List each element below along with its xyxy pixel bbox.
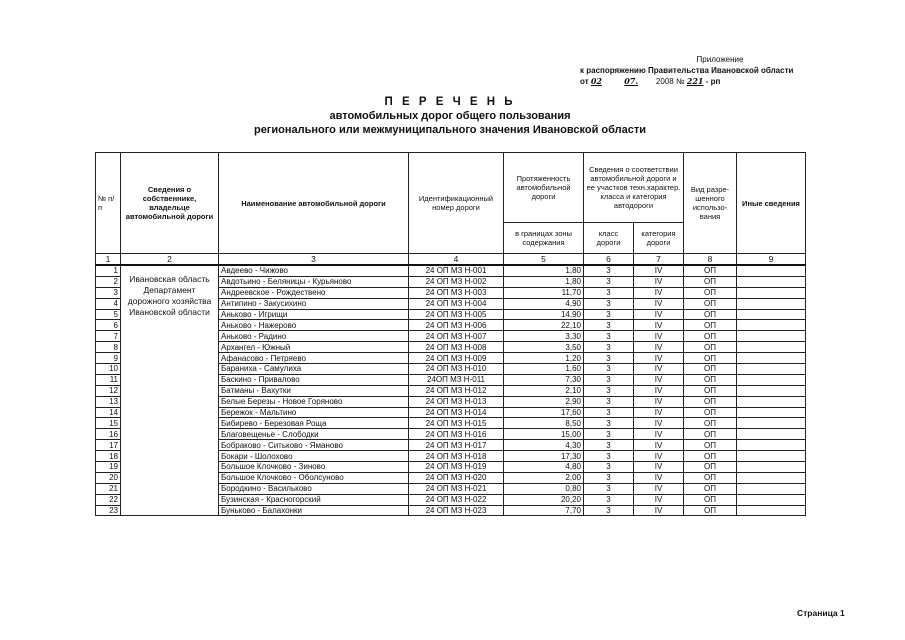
road-length: 15,00: [504, 429, 584, 440]
permitted-use: ОП: [684, 276, 737, 287]
road-class: 3: [584, 374, 634, 385]
road-id: 24 ОП МЗ Н-001: [409, 265, 504, 276]
road-id: 24 ОП МЗ Н-014: [409, 407, 504, 418]
road-id: 24 ОП МЗ Н-023: [409, 505, 504, 516]
road-name: Авдотьино - Беляницы - Курьяново: [219, 276, 409, 287]
header-other-info: Иные сведения: [737, 153, 806, 254]
road-id: 24 ОП МЗ Н-021: [409, 483, 504, 494]
permitted-use: ОП: [684, 429, 737, 440]
colnum-1: 1: [96, 254, 121, 266]
appendix-order-line: к распоряжению Правительства Ивановской области: [580, 66, 794, 75]
road-name: Большое Клочково - Зиново: [219, 462, 409, 473]
other-info: [737, 309, 806, 320]
road-name: Баскино - Привалово: [219, 374, 409, 385]
other-info: [737, 407, 806, 418]
road-category: IV: [634, 407, 684, 418]
other-info: [737, 494, 806, 505]
row-number: 13: [96, 396, 121, 407]
road-length: 7,30: [504, 374, 584, 385]
other-info: [737, 353, 806, 364]
road-name: Антипино - Закусихино: [219, 298, 409, 309]
road-id: 24ОП МЗ Н-011: [409, 374, 504, 385]
road-name: Батманы - Вахутки: [219, 385, 409, 396]
road-name: Бибирево - Березовая Роща: [219, 418, 409, 429]
page-number: Страница 1: [797, 608, 845, 618]
other-info: [737, 331, 806, 342]
road-id: 24 ОП МЗ Н-012: [409, 385, 504, 396]
other-info: [737, 320, 806, 331]
header-number: № п/п: [96, 153, 121, 254]
road-id: 24 ОП МЗ Н-018: [409, 451, 504, 462]
order-suffix: - рп: [705, 77, 721, 86]
other-info: [737, 265, 806, 276]
road-length: 1,80: [504, 265, 584, 276]
road-name: Архангел - Южный: [219, 342, 409, 353]
colnum-8: 8: [684, 254, 737, 266]
roads-table: [95, 152, 806, 516]
other-info: [737, 287, 806, 298]
appendix-header: [580, 54, 800, 87]
permitted-use: ОП: [684, 396, 737, 407]
header-permitted-use: Вид разре-шенного использо-вания: [684, 153, 737, 254]
road-category: IV: [634, 353, 684, 364]
road-length: 3,30: [504, 331, 584, 342]
column-numbers-row: [96, 254, 806, 266]
road-category: IV: [634, 494, 684, 505]
other-info: [737, 298, 806, 309]
road-class: 3: [584, 331, 634, 342]
road-length: 17,60: [504, 407, 584, 418]
road-class: 3: [584, 505, 634, 516]
road-length: 8,50: [504, 418, 584, 429]
road-category: IV: [634, 462, 684, 473]
row-number: 12: [96, 385, 121, 396]
row-number: 5: [96, 309, 121, 320]
other-info: [737, 364, 806, 375]
road-length: 14,90: [504, 309, 584, 320]
permitted-use: ОП: [684, 364, 737, 375]
road-category: IV: [634, 396, 684, 407]
permitted-use: ОП: [684, 320, 737, 331]
row-number: 14: [96, 407, 121, 418]
other-info: [737, 396, 806, 407]
road-name: Андреевское - Рождествено: [219, 287, 409, 298]
header-road-category: категория дороги: [634, 223, 684, 254]
road-name: Буньково - Балахонки: [219, 505, 409, 516]
handwritten-month: 07.: [624, 76, 639, 86]
road-length: 2,90: [504, 396, 584, 407]
table-row: [96, 265, 806, 276]
road-class: 3: [584, 483, 634, 494]
row-number: 9: [96, 353, 121, 364]
road-class: 3: [584, 440, 634, 451]
permitted-use: ОП: [684, 472, 737, 483]
other-info: [737, 483, 806, 494]
road-class: 3: [584, 396, 634, 407]
header-road-id: Идентификационный номер дороги: [409, 153, 504, 254]
permitted-use: ОП: [684, 265, 737, 276]
road-class: 3: [584, 287, 634, 298]
road-category: IV: [634, 320, 684, 331]
road-name: Бузинская - Красногорский: [219, 494, 409, 505]
date-prefix: от: [580, 77, 589, 86]
header-length-zone: в границах зоны содержания: [504, 223, 584, 254]
road-class: 3: [584, 407, 634, 418]
road-class: 3: [584, 418, 634, 429]
road-category: IV: [634, 331, 684, 342]
row-number: 15: [96, 418, 121, 429]
header-compliance: Сведения о соответствии автомобильной дороги и ее участков техн.характер. класса и категория автодороги: [584, 153, 684, 223]
road-name: Бокари - Шолохово: [219, 451, 409, 462]
permitted-use: ОП: [684, 494, 737, 505]
road-class: 3: [584, 494, 634, 505]
road-category: IV: [634, 483, 684, 494]
road-length: 4,80: [504, 462, 584, 473]
other-info: [737, 505, 806, 516]
permitted-use: ОП: [684, 342, 737, 353]
permitted-use: ОП: [684, 407, 737, 418]
road-length: 22,10: [504, 320, 584, 331]
row-number: 4: [96, 298, 121, 309]
row-number: 11: [96, 374, 121, 385]
colnum-4: 4: [409, 254, 504, 266]
row-number: 23: [96, 505, 121, 516]
permitted-use: ОП: [684, 418, 737, 429]
road-class: 3: [584, 451, 634, 462]
road-id: 24 ОП МЗ Н-006: [409, 320, 504, 331]
other-info: [737, 440, 806, 451]
title-line-2: автомобильных дорог общего пользования: [329, 110, 571, 122]
title-main: П Е Р Е Ч Е Н Ь: [384, 96, 516, 108]
road-length: 1,80: [504, 276, 584, 287]
road-id: 24 ОП МЗ Н-009: [409, 353, 504, 364]
road-class: 3: [584, 462, 634, 473]
year-text: 2008 №: [655, 77, 685, 86]
permitted-use: ОП: [684, 440, 737, 451]
road-length: 20,20: [504, 494, 584, 505]
other-info: [737, 418, 806, 429]
row-number: 20: [96, 472, 121, 483]
road-category: IV: [634, 374, 684, 385]
road-class: 3: [584, 364, 634, 375]
road-class: 3: [584, 342, 634, 353]
other-info: [737, 276, 806, 287]
row-number: 7: [96, 331, 121, 342]
appendix-title: Приложение: [696, 55, 744, 64]
colnum-3: 3: [219, 254, 409, 266]
other-info: [737, 429, 806, 440]
road-class: 3: [584, 309, 634, 320]
row-number: 8: [96, 342, 121, 353]
road-length: 3,50: [504, 342, 584, 353]
appendix-date-line: [580, 76, 800, 87]
road-length: 1,60: [504, 364, 584, 375]
row-number: 16: [96, 429, 121, 440]
road-category: IV: [634, 265, 684, 276]
road-length: 0,80: [504, 483, 584, 494]
handwritten-number: 221: [686, 76, 704, 86]
road-name: Бараниха - Самулиха: [219, 364, 409, 375]
permitted-use: ОП: [684, 287, 737, 298]
road-id: 24 ОП МЗ Н-016: [409, 429, 504, 440]
road-id: 24 ОП МЗ Н-005: [409, 309, 504, 320]
road-id: 24 ОП МЗ Н-010: [409, 364, 504, 375]
road-length: 1,20: [504, 353, 584, 364]
other-info: [737, 385, 806, 396]
header-road-name: Наименование автомобильной дороги: [219, 153, 409, 254]
road-class: 3: [584, 385, 634, 396]
row-number: 6: [96, 320, 121, 331]
road-name: Аньково - Радино: [219, 331, 409, 342]
road-category: IV: [634, 309, 684, 320]
road-id: 24 ОП МЗ Н-004: [409, 298, 504, 309]
road-length: 2,10: [504, 385, 584, 396]
road-category: IV: [634, 440, 684, 451]
other-info: [737, 472, 806, 483]
road-id: 24 ОП МЗ Н-022: [409, 494, 504, 505]
header-owner: Сведения о собственнике, владельце автомобильной дороги: [121, 153, 219, 254]
colnum-6: 6: [584, 254, 634, 266]
road-id: 24 ОП МЗ Н-015: [409, 418, 504, 429]
road-length: 4,90: [504, 298, 584, 309]
road-category: IV: [634, 429, 684, 440]
road-name: Авдеево - Чижово: [219, 265, 409, 276]
road-category: IV: [634, 385, 684, 396]
road-name: Бобраково - Ситьково - Яманово: [219, 440, 409, 451]
road-class: 3: [584, 276, 634, 287]
road-id: 24 ОП МЗ Н-020: [409, 472, 504, 483]
road-id: 24 ОП МЗ Н-019: [409, 462, 504, 473]
road-name: Бородкино - Васильково: [219, 483, 409, 494]
other-info: [737, 462, 806, 473]
document-title: [200, 95, 700, 137]
road-category: IV: [634, 342, 684, 353]
road-class: 3: [584, 353, 634, 364]
row-number: 21: [96, 483, 121, 494]
road-name: Благовещенье - Слободки: [219, 429, 409, 440]
permitted-use: ОП: [684, 374, 737, 385]
other-info: [737, 451, 806, 462]
road-id: 24 ОП МЗ Н-008: [409, 342, 504, 353]
road-name: Аньково - Нажерово: [219, 320, 409, 331]
road-id: 24 ОП МЗ Н-017: [409, 440, 504, 451]
other-info: [737, 374, 806, 385]
owner-cell: Ивановская область Департамент дорожного хозяйства Ивановской области: [121, 265, 219, 516]
road-class: 3: [584, 298, 634, 309]
road-name: Белые Березы - Новое Горяново: [219, 396, 409, 407]
road-id: 24 ОП МЗ Н-007: [409, 331, 504, 342]
row-number: 10: [96, 364, 121, 375]
title-line-3: регионального или межмуниципального значения Ивановской области: [253, 124, 647, 136]
permitted-use: ОП: [684, 309, 737, 320]
row-number: 18: [96, 451, 121, 462]
road-category: IV: [634, 287, 684, 298]
header-length: Протяженность автомобильной дороги: [504, 153, 584, 223]
road-name: Аньково - Игрищи: [219, 309, 409, 320]
colnum-9: 9: [737, 254, 806, 266]
permitted-use: ОП: [684, 298, 737, 309]
header-road-class: класс дороги: [584, 223, 634, 254]
road-category: IV: [634, 276, 684, 287]
road-class: 3: [584, 265, 634, 276]
colnum-2: 2: [121, 254, 219, 266]
road-category: IV: [634, 505, 684, 516]
row-number: 2: [96, 276, 121, 287]
permitted-use: ОП: [684, 331, 737, 342]
permitted-use: ОП: [684, 385, 737, 396]
colnum-7: 7: [634, 254, 684, 266]
road-length: 11,70: [504, 287, 584, 298]
row-number: 19: [96, 462, 121, 473]
permitted-use: ОП: [684, 353, 737, 364]
row-number: 3: [96, 287, 121, 298]
road-category: IV: [634, 451, 684, 462]
row-number: 22: [96, 494, 121, 505]
other-info: [737, 342, 806, 353]
road-length: 17,30: [504, 451, 584, 462]
row-number: 17: [96, 440, 121, 451]
road-category: IV: [634, 418, 684, 429]
permitted-use: ОП: [684, 505, 737, 516]
road-class: 3: [584, 320, 634, 331]
road-length: 2,00: [504, 472, 584, 483]
permitted-use: ОП: [684, 462, 737, 473]
permitted-use: ОП: [684, 451, 737, 462]
road-id: 24 ОП МЗ Н-003: [409, 287, 504, 298]
road-length: 7,70: [504, 505, 584, 516]
handwritten-day: 02: [590, 76, 602, 86]
road-name: Большое Клочково - Оболсуново: [219, 472, 409, 483]
road-name: Бережок - Мальтино: [219, 407, 409, 418]
road-id: 24 ОП МЗ Н-002: [409, 276, 504, 287]
road-length: 4,30: [504, 440, 584, 451]
road-name: Афанасово - Петряево: [219, 353, 409, 364]
permitted-use: ОП: [684, 483, 737, 494]
road-class: 3: [584, 472, 634, 483]
colnum-5: 5: [504, 254, 584, 266]
road-category: IV: [634, 364, 684, 375]
road-class: 3: [584, 429, 634, 440]
road-id: 24 ОП МЗ Н-013: [409, 396, 504, 407]
road-category: IV: [634, 472, 684, 483]
row-number: 1: [96, 265, 121, 276]
road-category: IV: [634, 298, 684, 309]
